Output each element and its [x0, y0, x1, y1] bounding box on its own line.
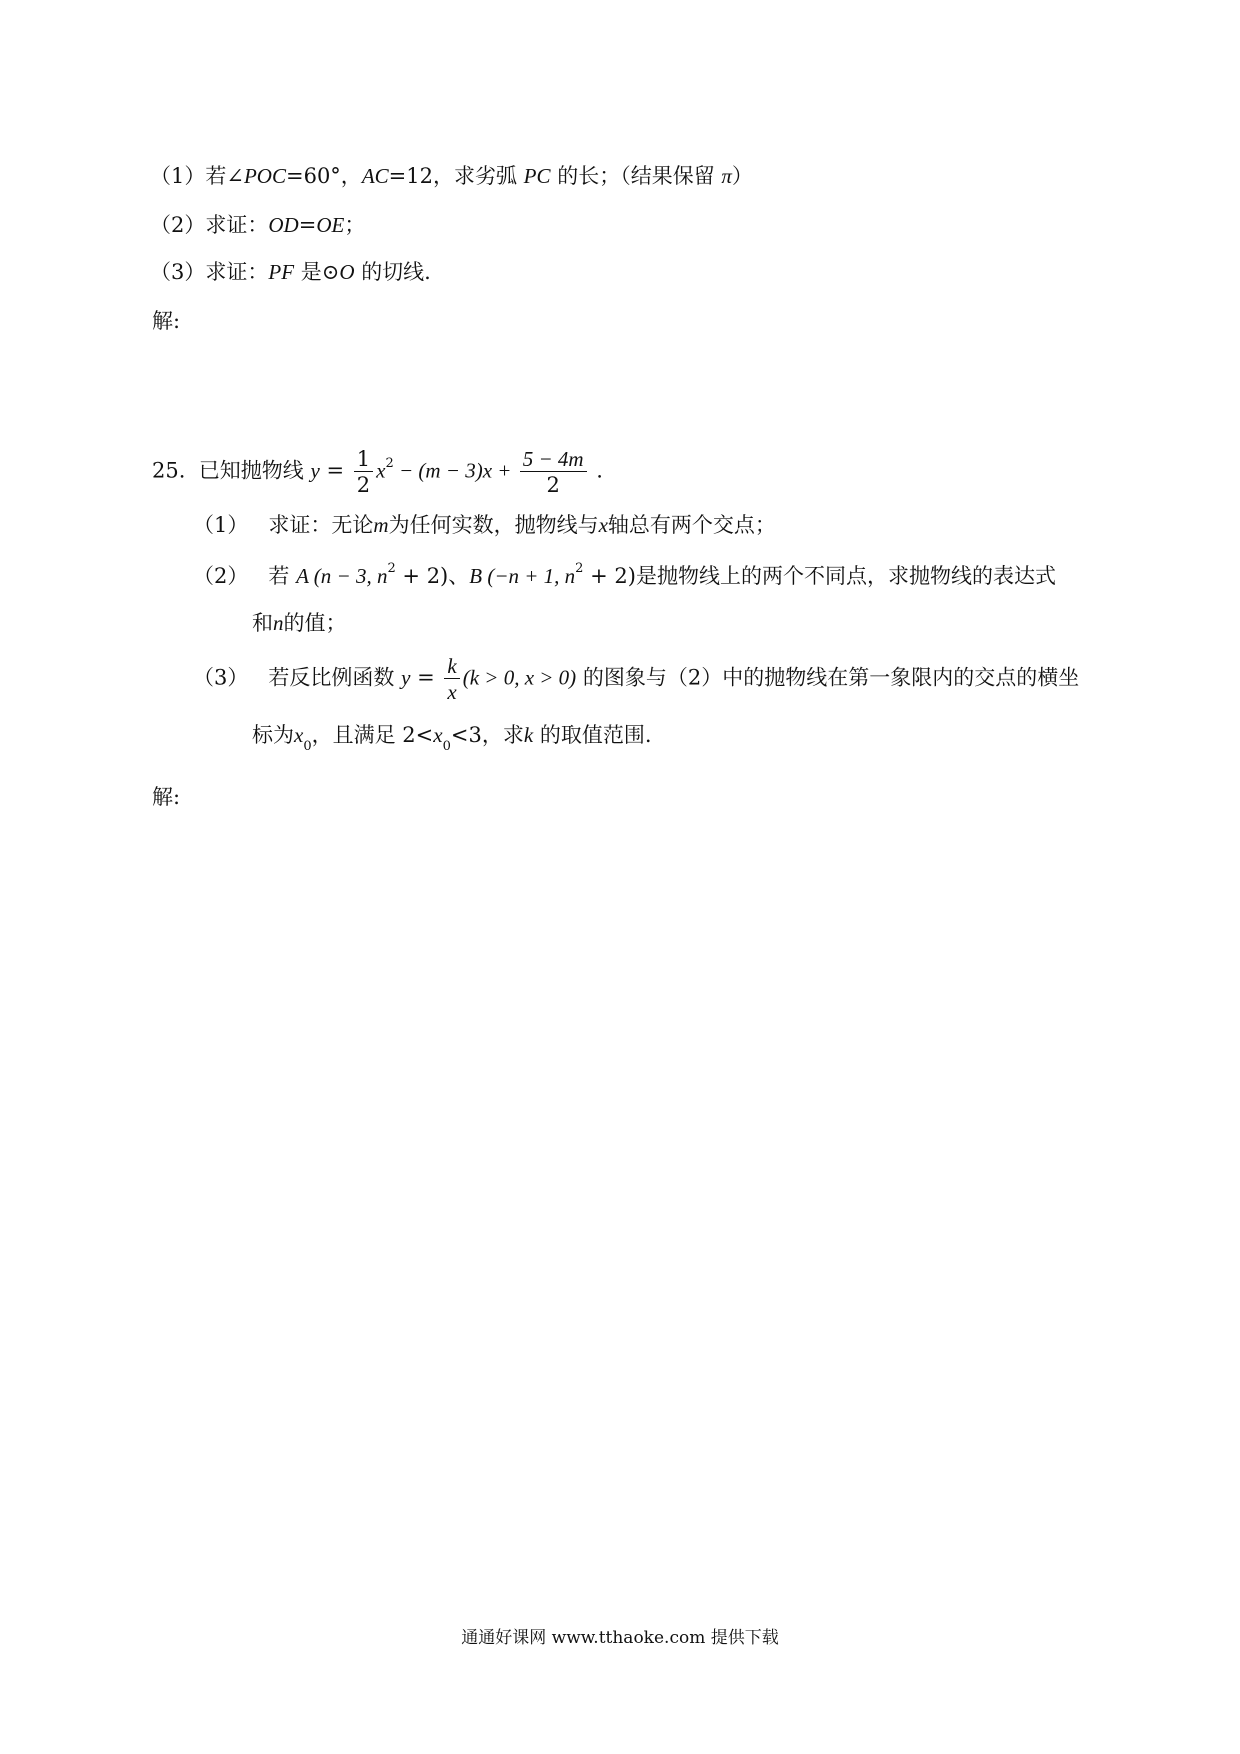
q25-answer-label: 解: [152, 785, 181, 809]
q25-part3: （3） 若反比例函数 y = $\frac{k}{x}$ (k > 0, x > 0) 的图象与（2）中的抛物线在第一象限内的交点的横坐 [193, 654, 1080, 705]
q25-stem: 25. 已知抛物线 y = $\frac{1}{2}$ $x^2 - (m - 3)x$ + $\frac{5 - 4m}{2}$ . [152, 447, 603, 498]
q25-part2-cont: 和n的值； [252, 611, 347, 635]
q25-part2: （2） 若 A (n − 3, $n^2 + 2$)、B (−n + 1, $n^2 + 2$)是抛物线上的两个不同点，求抛物线的表达式 [193, 561, 1056, 588]
prev-q1: （1）若∠POC=60°，AC=12，求劣弧 PC 的长；（结果保留 π） [150, 164, 753, 188]
fraction-5-4m-over-2: $\frac{5 - 4m}{2}$ [520, 448, 587, 496]
fraction-k-over-x: $\frac{k}{x}$ [444, 655, 459, 703]
prev-answer-label: 解: [152, 309, 181, 333]
prev-q3: （3）求证：PF 是⊙O 的切线. [150, 260, 431, 284]
q25-part3-cont: 标为$x_0$，且满足 $2<x_0<3$，求k 的取值范围. [252, 723, 652, 755]
q25-part1: （1） 求证：无论m为任何实数，抛物线与x轴总有两个交点； [193, 513, 776, 537]
page-footer: 通通好课网 www.tthaoke.com 提供下载 [461, 1628, 779, 1648]
fraction-one-half: $\frac{1}{2}$ [354, 448, 373, 496]
prev-q2: （2）求证：OD=OE； [150, 213, 366, 237]
